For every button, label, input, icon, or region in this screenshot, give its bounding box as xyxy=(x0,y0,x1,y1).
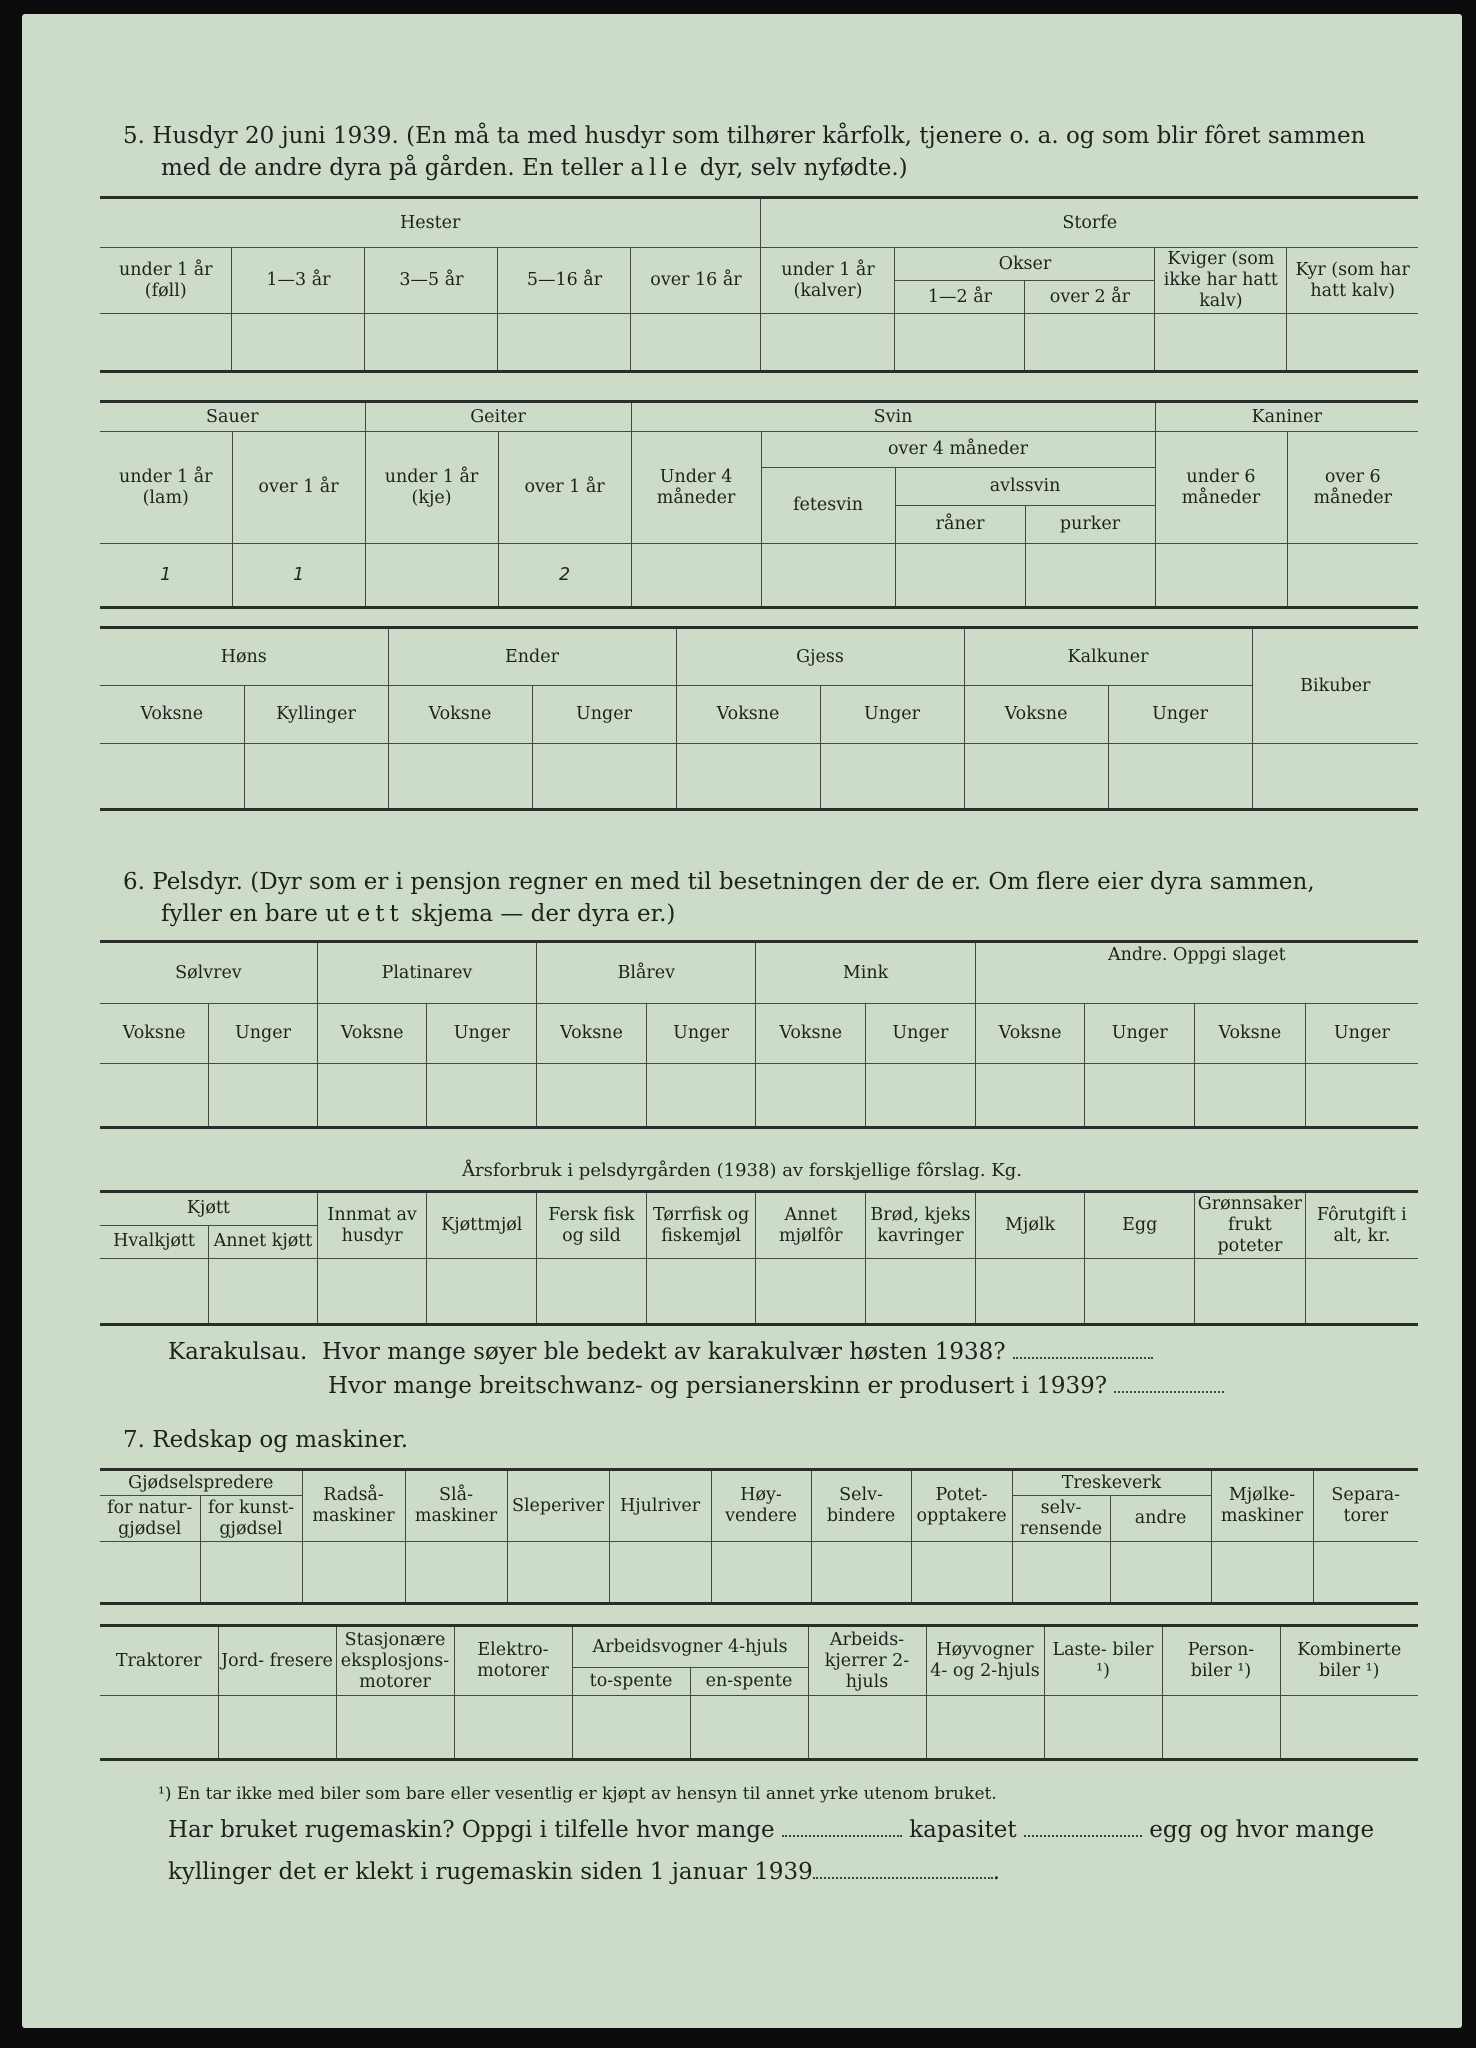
cell-input[interactable] xyxy=(711,1542,811,1604)
col-kjottmjol: Kjøttmjøl xyxy=(427,1192,537,1259)
col-hest-over16: over 16 år xyxy=(631,248,761,314)
cell-input[interactable] xyxy=(1155,544,1287,608)
cell-input[interactable] xyxy=(1252,744,1418,810)
cell-input[interactable] xyxy=(631,314,761,372)
cell-input[interactable] xyxy=(1211,1542,1313,1604)
cell-input[interactable] xyxy=(572,1696,690,1760)
cell-input[interactable] xyxy=(1108,744,1252,810)
section6-line1: 6. Pelsdyr. (Dyr som er i pensjon regner en med til besetningen der de er. Om flere eier dyra sammen, xyxy=(123,869,1315,895)
section5-line2: med de andre dyra på gården. En teller alle dyr, selv nyfødte.) xyxy=(161,155,908,181)
karakul-q1: Karakulsau. Hvor mange søyer ble bedekt av karakulvær høsten 1938? xyxy=(168,1336,1153,1369)
cell-input[interactable] xyxy=(317,1064,427,1128)
col-jordfresere: Jord- freserе xyxy=(218,1626,336,1696)
form-page xyxy=(22,14,1462,2028)
cell-input[interactable] xyxy=(232,314,365,372)
col-hest-1-3: 1—3 år xyxy=(232,248,365,314)
cell-input[interactable] xyxy=(808,1696,926,1760)
cell-input[interactable] xyxy=(1025,544,1155,608)
col-bikuber: Bikuber xyxy=(1252,628,1418,744)
cell-input[interactable] xyxy=(1287,314,1418,372)
col-hons-voksne: Voksne xyxy=(100,686,244,744)
cell-input[interactable] xyxy=(100,1542,200,1604)
cell-input[interactable] xyxy=(1195,1259,1306,1325)
cell-input[interactable] xyxy=(100,1064,209,1128)
col-hoyvogner: Høyvogner 4- og 2-hjuls xyxy=(926,1626,1044,1696)
header-ender: Ender xyxy=(388,628,676,686)
col-traktorer: Traktorer xyxy=(100,1626,218,1696)
cell-input[interactable] xyxy=(820,744,964,810)
col-kalkuner-voksne: Voksne xyxy=(964,686,1108,744)
col-voksne: Voksne xyxy=(756,1004,866,1064)
header-mink: Mink xyxy=(756,942,975,1004)
col-geit-over1: over 1 år xyxy=(498,432,631,544)
col-kombinerte-biler: Kombinerte biler ¹) xyxy=(1280,1626,1418,1696)
col-potetopptakere: Potet- opptakere xyxy=(911,1470,1012,1542)
header-kalkuner: Kalkuner xyxy=(964,628,1252,686)
cell-input[interactable] xyxy=(1280,1696,1418,1760)
cell-input[interactable] xyxy=(609,1542,711,1604)
karakul-q2: Hvor mange breitschwanz- og persianerskinn er produsert i 1939? xyxy=(328,1370,1224,1403)
rugemaskin-line1: Har bruket rugemaskin? Oppgi i tilfelle hvor mange kapasitet egg og hvor mange xyxy=(168,1817,1375,1843)
cell-input[interactable] xyxy=(244,744,388,810)
cell-input[interactable] xyxy=(209,1064,318,1128)
col-mjolkemaskiner: Mjølke- maskiner xyxy=(1211,1470,1313,1542)
cell-input[interactable] xyxy=(1085,1259,1195,1325)
cell-input[interactable] xyxy=(866,1064,976,1128)
header-geiter: Geiter xyxy=(365,402,631,432)
table-sauer-geiter-svin xyxy=(100,400,1418,609)
cell-input[interactable] xyxy=(975,1064,1085,1128)
col-gjess-voksne: Voksne xyxy=(676,686,820,744)
cell-input[interactable] xyxy=(507,1542,609,1604)
col-voksne: Voksne xyxy=(537,1004,647,1064)
cell-input[interactable] xyxy=(302,1542,405,1604)
cell-input[interactable] xyxy=(1305,1064,1418,1128)
cell-input[interactable] xyxy=(895,544,1025,608)
header-andre: Andre. Oppgi slaget xyxy=(975,942,1418,1004)
value-lam[interactable]: 1 xyxy=(100,544,232,608)
cell-input[interactable] xyxy=(631,544,761,608)
cell-input[interactable] xyxy=(1044,1696,1162,1760)
cell-input[interactable] xyxy=(427,1064,537,1128)
col-lastebiler: Laste- biler ¹) xyxy=(1044,1626,1162,1696)
table-redskap xyxy=(100,1468,1418,1605)
cell-input[interactable] xyxy=(218,1696,336,1760)
table-forbruk xyxy=(100,1190,1418,1326)
header-okser: Okser xyxy=(895,248,1155,281)
col-elektromotorer: Elektro- motorer xyxy=(454,1626,572,1696)
col-svin-under4: Under 4 måneder xyxy=(631,432,761,544)
col-voksne: Voksne xyxy=(317,1004,427,1064)
cell-input[interactable] xyxy=(761,544,895,608)
header-sauer: Sauer xyxy=(100,402,365,432)
cell-input[interactable] xyxy=(336,1696,454,1760)
header-solvrev: Sølvrev xyxy=(100,942,317,1004)
cell-input[interactable] xyxy=(1162,1696,1280,1760)
col-mjolk: Mjølk xyxy=(975,1192,1085,1259)
col-voksne: Voksne xyxy=(1195,1004,1306,1064)
cell-input[interactable] xyxy=(761,314,895,372)
cell-input[interactable] xyxy=(1085,1064,1195,1128)
header-gjess: Gjess xyxy=(676,628,964,686)
footnote: ¹) En tar ikke med biler som bare eller vesentlig er kjøpt av hensyn til annet yrke utenom bruket. xyxy=(158,1784,997,1804)
header-over4mnd: over 4 måneder xyxy=(761,432,1155,468)
col-kunstgjodsel: for kunst- gjødsel xyxy=(200,1496,302,1542)
cell-input[interactable] xyxy=(200,1542,302,1604)
cell-input[interactable] xyxy=(895,314,1025,372)
cell-input[interactable] xyxy=(756,1064,866,1128)
cell-input[interactable] xyxy=(1110,1542,1211,1604)
table-pelsdyr xyxy=(100,940,1418,1129)
cell-input[interactable] xyxy=(365,314,498,372)
col-sla: Slå- maskiner xyxy=(405,1470,507,1542)
cell-input[interactable] xyxy=(911,1542,1012,1604)
cell-input[interactable] xyxy=(690,1696,808,1760)
col-hjulriver: Hjulriver xyxy=(609,1470,711,1542)
table-hester-storfe xyxy=(100,196,1418,373)
header-kjott: Kjøtt xyxy=(100,1192,317,1226)
header-hons: Høns xyxy=(100,628,388,686)
header-storfe: Storfe xyxy=(761,198,1418,248)
header-svin: Svin xyxy=(631,402,1155,432)
col-hest-5-16: 5—16 år xyxy=(498,248,631,314)
value-sau-over1[interactable]: 1 xyxy=(232,544,365,608)
forbruk-title: Årsforbruk i pelsdyrgården (1938) av forskjellige fôrslag. Kg. xyxy=(462,1160,1022,1181)
col-annet-mjolfor: Annet mjølfôr xyxy=(756,1192,866,1259)
col-voksne: Voksne xyxy=(975,1004,1085,1064)
col-hest-3-5: 3—5 år xyxy=(365,248,498,314)
col-en-spente: en-spente xyxy=(690,1668,808,1696)
cell-input[interactable] xyxy=(100,744,244,810)
header-hester: Hester xyxy=(100,198,761,248)
col-unger: Unger xyxy=(209,1004,318,1064)
section6-line2: fyller en bare ut ett skjema — der dyra er.) xyxy=(161,901,676,927)
cell-input[interactable] xyxy=(388,744,532,810)
cell-input[interactable] xyxy=(454,1696,572,1760)
col-kanin-under6: under 6 måneder xyxy=(1155,432,1287,544)
table-fjorfe xyxy=(100,626,1418,811)
col-unger: Unger xyxy=(1305,1004,1418,1064)
col-kyr: Kyr (som har hatt kalv) xyxy=(1287,248,1418,314)
header-gjodselspredere: Gjødselspredere xyxy=(100,1470,302,1496)
cell-input[interactable] xyxy=(532,744,676,810)
col-gjess-unger: Unger xyxy=(820,686,964,744)
col-annet-kjott: Annet kjøtt xyxy=(209,1225,318,1259)
col-personbiler: Person- biler ¹) xyxy=(1162,1626,1280,1696)
col-kalkuner-unger: Unger xyxy=(1108,686,1252,744)
karakul-answer2[interactable] xyxy=(1114,1391,1224,1393)
section5-line1: 5. Husdyr 20 juni 1939. (En må ta med husdyr som tilhører kårfolk, tjenere o. a. og som blir fôret sammen xyxy=(123,123,1366,149)
cell-input[interactable] xyxy=(537,1259,647,1325)
col-kje: under 1 år (kje) xyxy=(365,432,498,544)
cell-input[interactable] xyxy=(405,1542,507,1604)
cell-input[interactable] xyxy=(100,314,232,372)
value-geit-over1[interactable]: 2 xyxy=(498,544,631,608)
col-egg: Egg xyxy=(1085,1192,1195,1259)
cell-input[interactable] xyxy=(209,1259,318,1325)
cell-input[interactable] xyxy=(926,1696,1044,1760)
cell-input[interactable] xyxy=(1195,1064,1306,1128)
cell-input[interactable] xyxy=(975,1259,1085,1325)
col-lam: under 1 år (lam) xyxy=(100,432,232,544)
cell-input[interactable] xyxy=(646,1259,756,1325)
col-arbeidskjerrer: Arbeids- kjerrer 2-hjuls xyxy=(808,1626,926,1696)
cell-input[interactable] xyxy=(537,1064,647,1128)
cell-input[interactable] xyxy=(365,544,498,608)
cell-input[interactable] xyxy=(1155,314,1287,372)
cell-input[interactable] xyxy=(1012,1542,1110,1604)
rugemaskin-line2: kyllinger det er klekt i rugemaskin siden 1 januar 1939 . xyxy=(168,1859,1001,1885)
col-okser-over2: over 2 år xyxy=(1025,281,1155,314)
cell-input[interactable] xyxy=(1313,1542,1418,1604)
col-foll: under 1 år (føll) xyxy=(100,248,232,314)
col-unger: Unger xyxy=(866,1004,976,1064)
col-selvrensende: selv- rensende xyxy=(1012,1496,1110,1542)
col-radsa: Radså- maskiner xyxy=(302,1470,405,1542)
col-unger: Unger xyxy=(427,1004,537,1064)
col-unger: Unger xyxy=(646,1004,756,1064)
col-torrfisk: Tørrfisk og fiskemjøl xyxy=(646,1192,756,1259)
cell-input[interactable] xyxy=(866,1259,976,1325)
col-stasjonaere-motorer: Stasjonære eksplosjons- motorer xyxy=(336,1626,454,1696)
cell-input[interactable] xyxy=(756,1259,866,1325)
cell-input[interactable] xyxy=(1287,544,1418,608)
col-unger: Unger xyxy=(1085,1004,1195,1064)
col-naturgjodsel: for natur- gjødsel xyxy=(100,1496,200,1542)
cell-input[interactable] xyxy=(100,1696,218,1760)
karakul-answer1[interactable] xyxy=(1013,1357,1153,1359)
col-ferskfisk: Fersk fisk og sild xyxy=(537,1192,647,1259)
col-andre-treskeverk: andre xyxy=(1110,1496,1211,1542)
cell-input[interactable] xyxy=(498,314,631,372)
col-separatorer: Separa- torer xyxy=(1313,1470,1418,1542)
cell-input[interactable] xyxy=(427,1259,537,1325)
col-brod: Brød, kjeks kavringer xyxy=(866,1192,976,1259)
col-ender-voksne: Voksne xyxy=(388,686,532,744)
col-sleperiver: Sleperiver xyxy=(507,1470,609,1542)
col-raner: råner xyxy=(895,506,1025,544)
header-avlssvin: avlssvin xyxy=(895,468,1155,506)
col-hoyvendere: Høy- vendere xyxy=(711,1470,811,1542)
col-to-spente: to-spente xyxy=(572,1668,690,1696)
col-kviger: Kviger (som ikke har hatt kalv) xyxy=(1155,248,1287,314)
col-okser-1-2: 1—2 år xyxy=(895,281,1025,314)
col-kyllinger: Kyllinger xyxy=(244,686,388,744)
table-kjoretoy xyxy=(100,1624,1418,1761)
rugemaskin-antall[interactable] xyxy=(782,1835,902,1837)
cell-input[interactable] xyxy=(964,744,1108,810)
cell-input[interactable] xyxy=(1305,1259,1418,1325)
cell-input[interactable] xyxy=(317,1259,427,1325)
cell-input[interactable] xyxy=(100,1259,209,1325)
col-innmat: Innmat av husdyr xyxy=(317,1192,427,1259)
col-kalver: under 1 år (kalver) xyxy=(761,248,895,314)
col-hvalkjott: Hvalkjøtt xyxy=(100,1225,209,1259)
col-forutgift: Fôrutgift i alt, kr. xyxy=(1305,1192,1418,1259)
rugemaskin-kapasitet[interactable] xyxy=(1024,1835,1142,1837)
col-purker: purker xyxy=(1025,506,1155,544)
col-voksne: Voksne xyxy=(100,1004,209,1064)
col-ender-unger: Unger xyxy=(532,686,676,744)
cell-input[interactable] xyxy=(676,744,820,810)
section7-heading: 7. Redskap og maskiner. xyxy=(123,1427,409,1453)
col-fetesvin: fetesvin xyxy=(761,468,895,544)
col-kanin-over6: over 6 måneder xyxy=(1287,432,1418,544)
rugemaskin-kyllinger[interactable] xyxy=(813,1877,993,1879)
cell-input[interactable] xyxy=(1025,314,1155,372)
header-arbeidsvogner: Arbeidsvogner 4-hjuls xyxy=(572,1626,808,1668)
col-selvbindere: Selv- bindere xyxy=(811,1470,911,1542)
header-treskeverk: Treskeverk xyxy=(1012,1470,1211,1496)
header-platinarev: Platinarev xyxy=(317,942,536,1004)
cell-input[interactable] xyxy=(646,1064,756,1128)
col-gronnsaker: Grønnsaker frukt poteter xyxy=(1195,1192,1306,1259)
header-blarev: Blårev xyxy=(537,942,756,1004)
col-sau-over1: over 1 år xyxy=(232,432,365,544)
cell-input[interactable] xyxy=(811,1542,911,1604)
header-kaniner: Kaniner xyxy=(1155,402,1418,432)
